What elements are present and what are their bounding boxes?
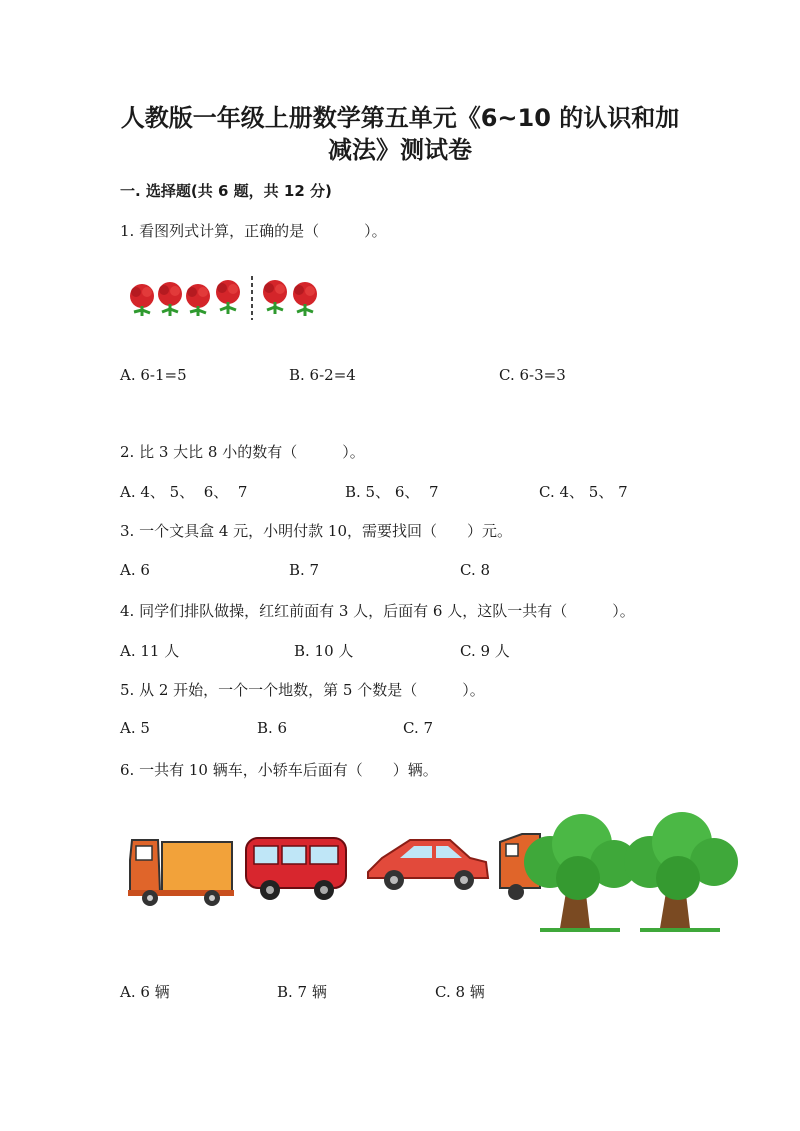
truck-icon xyxy=(128,840,234,906)
question-5-option-a[interactable]: A. 5 xyxy=(120,719,150,737)
flower-icon xyxy=(263,280,287,314)
flower-icon xyxy=(130,284,154,316)
question-3-option-b[interactable]: B. 7 xyxy=(289,561,320,579)
question-6-option-b[interactable]: B. 7 辆 xyxy=(277,983,327,1001)
question-1-option-b[interactable]: B. 6-2=4 xyxy=(289,366,356,384)
question-6-option-c[interactable]: C. 8 辆 xyxy=(435,983,485,1001)
flower-icon xyxy=(158,282,182,316)
question-5-option-b[interactable]: B. 6 xyxy=(257,719,288,737)
question-2-option-b[interactable]: B. 5、 6、 7 xyxy=(345,483,439,501)
flower-icon xyxy=(216,280,240,314)
question-4-option-a[interactable]: A. 11 人 xyxy=(120,642,180,660)
page-title-line-1: 人教版一年级上册数学第五单元《6~10 的认识和加 xyxy=(120,104,680,132)
question-1-option-a[interactable]: A. 6-1=5 xyxy=(120,366,187,384)
question-1-stem: 1. 看图列式计算，正确的是（ ）。 xyxy=(120,222,387,240)
question-6-option-a[interactable]: A. 6 辆 xyxy=(120,983,170,1001)
question-5-stem: 5. 从 2 开始，一个一个地数，第 5 个数是（ ）。 xyxy=(120,681,485,699)
question-2-option-a[interactable]: A. 4、 5、 6、 7 xyxy=(120,483,248,501)
question-4-option-b[interactable]: B. 10 人 xyxy=(294,642,354,660)
question-3-option-c[interactable]: C. 8 xyxy=(460,561,491,579)
car-icon xyxy=(368,840,488,890)
question-3-stem: 3. 一个文具盒 4 元，小明付款 10，需要找回（ ）元。 xyxy=(120,522,513,540)
question-4-option-c[interactable]: C. 9 人 xyxy=(460,642,510,660)
question-4-stem: 4. 同学们排队做操，红红前面有 3 人，后面有 6 人，这队一共有（ ）。 xyxy=(120,602,635,620)
question-2-stem: 2. 比 3 大比 8 小的数有（ ）。 xyxy=(120,443,365,461)
tree-icon xyxy=(624,812,738,930)
van-icon xyxy=(246,838,346,900)
page-title-line-2: 减法》测试卷 xyxy=(328,136,472,164)
question-3-option-a[interactable]: A. 6 xyxy=(120,561,150,579)
question-6-stem: 6. 一共有 10 辆车，小轿车后面有（ ）辆。 xyxy=(120,761,438,779)
flower-icon xyxy=(293,282,317,316)
vehicles-and-trees-illustration xyxy=(120,812,740,942)
tree-icon xyxy=(524,814,638,930)
question-1-option-c[interactable]: C. 6-3=3 xyxy=(499,366,566,384)
flowers-illustration xyxy=(120,272,330,324)
flower-icon xyxy=(186,284,210,316)
question-5-option-c[interactable]: C. 7 xyxy=(403,719,434,737)
section-heading: 一. 选择题(共 6 题，共 12 分) xyxy=(120,182,332,200)
question-2-option-c[interactable]: C. 4、 5、 7 xyxy=(539,483,628,501)
